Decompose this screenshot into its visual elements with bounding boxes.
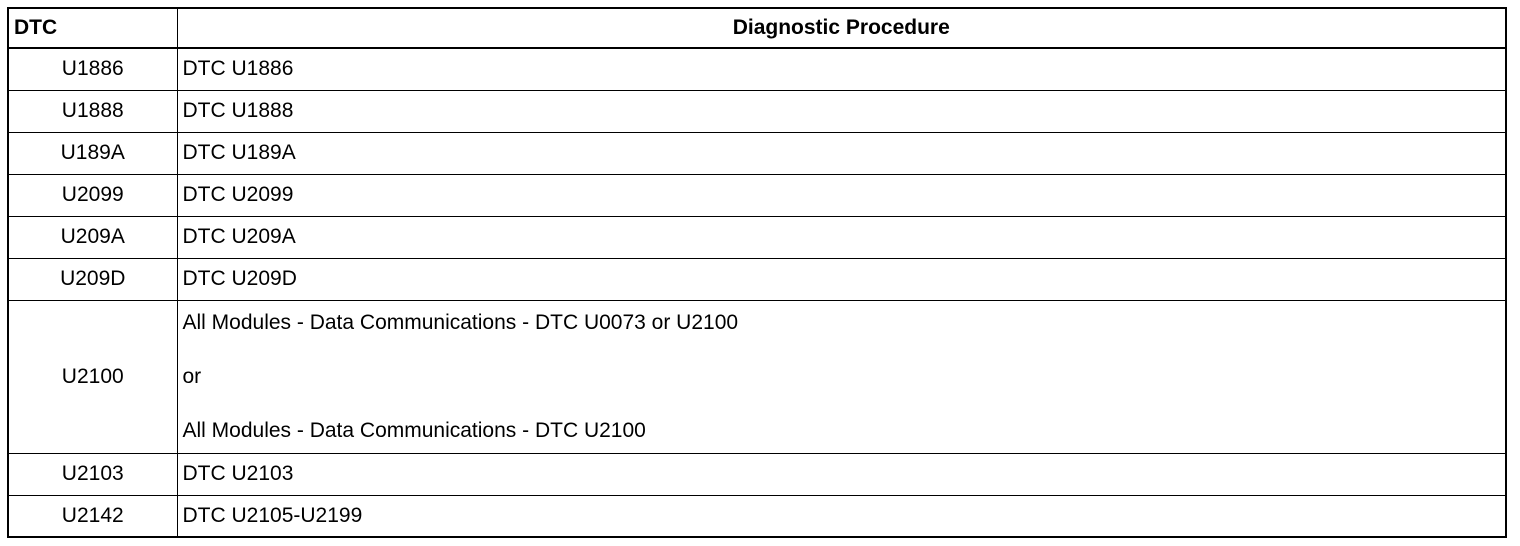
- table-row: [8, 174, 1506, 216]
- dtc-code-cell: U1886: [8, 48, 177, 90]
- procedure-cell: DTC U2105-U2199: [177, 495, 1506, 537]
- procedure-line: or: [182, 364, 202, 388]
- table-row: [8, 453, 1506, 495]
- dtc-code-cell: U2103: [8, 453, 177, 495]
- procedure-column-header: Diagnostic Procedure: [177, 8, 1506, 48]
- table-row: [8, 90, 1506, 132]
- dtc-table: [7, 7, 1507, 538]
- dtc-column-header: DTC: [8, 8, 177, 48]
- dtc-code-cell: U2100: [8, 300, 177, 453]
- dtc-code-cell: U2099: [8, 174, 177, 216]
- dtc-code-cell: U209A: [8, 216, 177, 258]
- line-spacer: [183, 389, 1501, 419]
- procedure-cell: DTC U189A: [177, 132, 1506, 174]
- procedure-cell: DTC U209A: [177, 216, 1506, 258]
- procedure-cell: DTC U2099: [177, 174, 1506, 216]
- table-row: [8, 132, 1506, 174]
- table-row: [8, 258, 1506, 300]
- table-header-row: [8, 8, 1506, 48]
- procedure-cell: [177, 300, 1506, 453]
- table-row: [8, 300, 1506, 453]
- table-row: [8, 495, 1506, 537]
- dtc-code-cell: U2142: [8, 495, 177, 537]
- dtc-code-cell: U189A: [8, 132, 177, 174]
- line-spacer: [183, 335, 1501, 365]
- procedure-cell: DTC U209D: [177, 258, 1506, 300]
- procedure-cell: DTC U1888: [177, 90, 1506, 132]
- dtc-code-cell: U1888: [8, 90, 177, 132]
- table-row: [8, 48, 1506, 90]
- procedure-cell: DTC U2103: [177, 453, 1506, 495]
- dtc-code-cell: U209D: [8, 258, 177, 300]
- procedure-line: All Modules - Data Communications - DTC U0073 or U2100: [182, 310, 739, 334]
- procedure-line: All Modules - Data Communications - DTC U2100: [182, 418, 646, 442]
- procedure-cell: DTC U1886: [177, 48, 1506, 90]
- table-row: [8, 216, 1506, 258]
